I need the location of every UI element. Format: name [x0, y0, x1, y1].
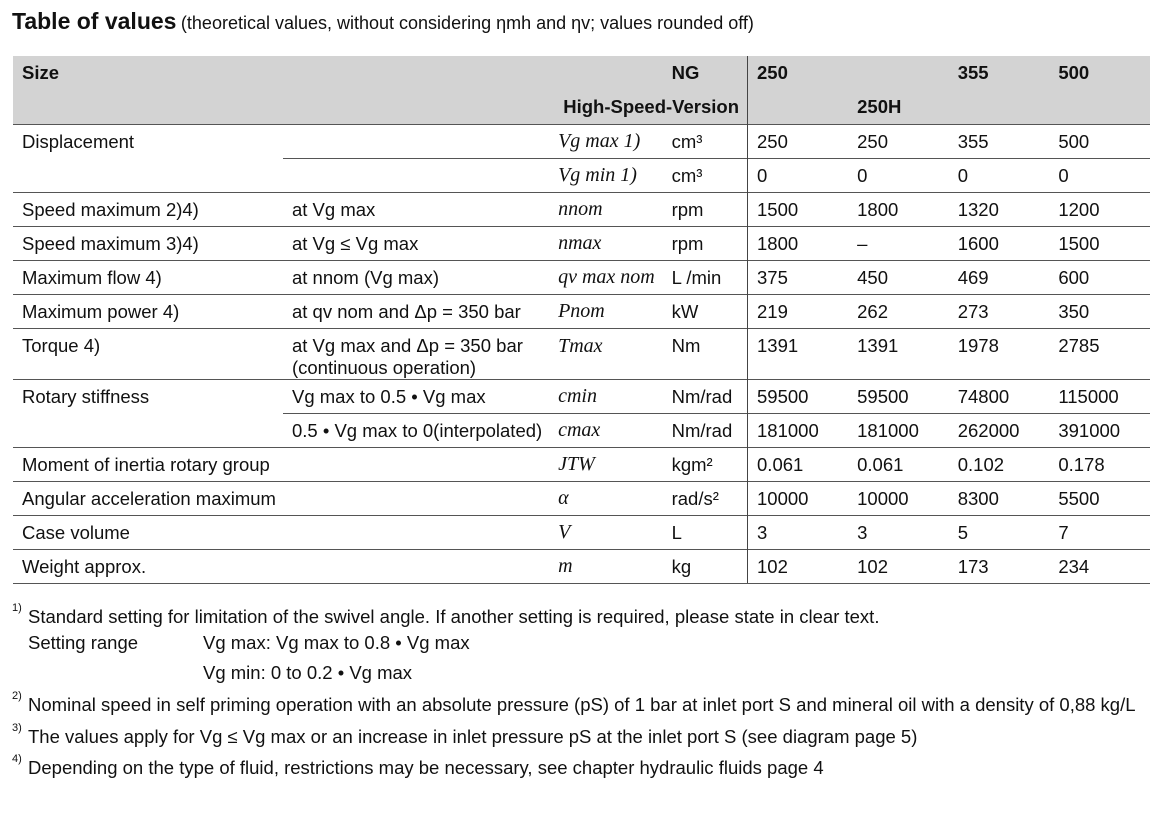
header-size-250: 250 [748, 56, 849, 90]
footnote-4-mark: 4) [12, 753, 22, 766]
row-value: 469 [949, 261, 1050, 295]
row-name: Moment of inertia rotary group [13, 448, 283, 482]
row-value: 5 [949, 516, 1050, 550]
row-symbol: cmax [549, 414, 663, 448]
row-value: 1978 [949, 329, 1050, 380]
footnote-1-text: Standard setting for limitation of the swivel angle. If another setting is required, please state in clear text. [28, 606, 880, 627]
footnote-3-text: The values apply for Vg ≤ Vg max or an increase in inlet pressure pS at the inlet port S (see diagram page 5) [28, 725, 918, 747]
row-unit: kgm² [663, 448, 748, 482]
row-symbol: qv max nom [549, 261, 663, 295]
row-value: 1200 [1049, 193, 1150, 227]
table-row [13, 550, 1150, 584]
row-unit: L /min [663, 261, 748, 295]
row-value: 600 [1049, 261, 1150, 295]
row-value: 273 [949, 295, 1050, 329]
row-value: 1500 [748, 193, 849, 227]
row-name: Angular acceleration maximum [13, 482, 283, 516]
footnote-4 [12, 755, 1152, 781]
table-row [13, 482, 1150, 516]
header-size-355: 355 [949, 56, 1050, 90]
page-title [12, 8, 754, 35]
row-value: 391000 [1049, 414, 1150, 448]
row-value: – [848, 227, 949, 261]
row-value: 1800 [848, 193, 949, 227]
row-value: 234 [1049, 550, 1150, 584]
row-value: 250 [848, 125, 949, 159]
table-row [13, 329, 1150, 380]
row-unit: rpm [663, 227, 748, 261]
row-name: Speed maximum 2)4) [13, 193, 283, 227]
row-value: 0 [748, 159, 849, 193]
row-value: 0 [949, 159, 1050, 193]
row-symbol: m [549, 550, 663, 584]
row-unit: rad/s² [663, 482, 748, 516]
table-row [13, 295, 1150, 329]
row-value: 59500 [848, 380, 949, 414]
row-value: 355 [949, 125, 1050, 159]
row-condition [283, 159, 549, 193]
row-name: Displacement [13, 125, 283, 159]
row-value: 219 [748, 295, 849, 329]
row-symbol: nmax [549, 227, 663, 261]
row-value: 0.061 [748, 448, 849, 482]
row-value: 262000 [949, 414, 1050, 448]
footnote-1-mark: 1) [12, 602, 22, 614]
row-value: 1500 [1049, 227, 1150, 261]
row-value: 59500 [748, 380, 849, 414]
row-condition: Vg max to 0.5 • Vg max [283, 380, 549, 414]
row-symbol: Vg min 1) [549, 159, 663, 193]
row-name: Maximum flow 4) [13, 261, 283, 295]
table-row [13, 261, 1150, 295]
row-unit: Nm [663, 329, 748, 380]
row-value: 0 [1049, 159, 1150, 193]
footnote-3-mark: 3) [12, 721, 22, 734]
row-value: 0.102 [949, 448, 1050, 482]
header-row-size [13, 56, 1150, 90]
table-row [13, 380, 1150, 414]
row-name: Rotary stiffness [13, 380, 283, 414]
footnotes [12, 604, 1152, 781]
footnote-2-text: Nominal speed in self priming operation with an absolute pressure (pS) of 1 bar at inlet port S and mineral oil with a density of 0,88 kg/L [28, 693, 1136, 715]
row-condition: at Vg max [283, 193, 549, 227]
row-symbol: cmin [549, 380, 663, 414]
row-value: 8300 [949, 482, 1050, 516]
row-symbol: Tmax [549, 329, 663, 380]
row-symbol: nnom [549, 193, 663, 227]
row-name: Maximum power 4) [13, 295, 283, 329]
setting-range-min [12, 656, 1152, 686]
setting-range-label: Setting range [28, 631, 139, 653]
row-condition [283, 125, 549, 159]
header-size-label: Size [13, 56, 283, 90]
header-size-250h-blank [848, 56, 949, 90]
row-condition [283, 516, 549, 550]
row-unit: kW [663, 295, 748, 329]
row-name: Speed maximum 3)4) [13, 227, 283, 261]
row-unit: L [663, 516, 748, 550]
row-value: 375 [748, 261, 849, 295]
row-value: 115000 [1049, 380, 1150, 414]
row-symbol: Vg max 1) [549, 125, 663, 159]
row-name: Case volume [13, 516, 283, 550]
row-value: 1391 [748, 329, 849, 380]
row-value: 173 [949, 550, 1050, 584]
row-value: 0 [848, 159, 949, 193]
row-value: 1391 [848, 329, 949, 380]
row-value: 1320 [949, 193, 1050, 227]
table-row [13, 227, 1150, 261]
header-row-hs [13, 90, 1150, 125]
footnote-2 [12, 689, 1152, 718]
setting-range-min-text: Vg min: 0 to 0.2 • Vg max [203, 661, 413, 683]
row-value: 5500 [1049, 482, 1150, 516]
footnote-2-mark: 2) [12, 689, 22, 702]
row-condition: at Vg max and Δp = 350 bar (continuous operation) [283, 329, 549, 380]
row-value: 262 [848, 295, 949, 329]
setting-range-max-text: Vg max: Vg max to 0.8 • Vg max [203, 631, 470, 653]
row-condition [283, 448, 549, 482]
title-subtitle: (theoretical values, without considering ηmh and ηv; values rounded off) [180, 13, 754, 33]
row-symbol: JTW [549, 448, 663, 482]
header-hs-size: 250H [848, 90, 949, 125]
row-unit: kg [663, 550, 748, 584]
row-value: 102 [748, 550, 849, 584]
row-symbol: V [549, 516, 663, 550]
footnote-3 [12, 721, 1152, 750]
row-value: 181000 [748, 414, 849, 448]
row-unit: cm³ [663, 125, 748, 159]
row-condition [283, 482, 549, 516]
table-row [13, 159, 1150, 193]
footnote-1 [12, 604, 1152, 630]
row-value: 74800 [949, 380, 1050, 414]
row-value: 3 [748, 516, 849, 550]
row-condition: at qv nom and Δp = 350 bar [283, 295, 549, 329]
row-value: 10000 [848, 482, 949, 516]
row-value: 350 [1049, 295, 1150, 329]
row-value: 0.178 [1049, 448, 1150, 482]
row-unit: rpm [663, 193, 748, 227]
header-size-500: 500 [1049, 56, 1150, 90]
row-value: 450 [848, 261, 949, 295]
row-value: 181000 [848, 414, 949, 448]
row-symbol: Pnom [549, 295, 663, 329]
values-table [13, 56, 1150, 584]
row-condition [283, 550, 549, 584]
row-symbol: α [549, 482, 663, 516]
row-unit: cm³ [663, 159, 748, 193]
row-value: 2785 [1049, 329, 1150, 380]
row-value: 500 [1049, 125, 1150, 159]
row-name: Torque 4) [13, 329, 283, 380]
table-row [13, 448, 1150, 482]
table-row [13, 125, 1150, 159]
header-hs-label: High-Speed-Version [549, 90, 747, 125]
row-value: 7 [1049, 516, 1150, 550]
row-value: 10000 [748, 482, 849, 516]
row-name [13, 414, 283, 448]
table-row [13, 414, 1150, 448]
row-name: Weight approx. [13, 550, 283, 584]
row-unit: Nm/rad [663, 380, 748, 414]
table-row [13, 193, 1150, 227]
row-value: 1800 [748, 227, 849, 261]
row-value: 102 [848, 550, 949, 584]
row-value: 250 [748, 125, 849, 159]
row-condition: at nnom (Vg max) [283, 261, 549, 295]
row-name [13, 159, 283, 193]
row-value: 0.061 [848, 448, 949, 482]
row-value: 3 [848, 516, 949, 550]
row-condition: 0.5 • Vg max to 0(interpolated) [283, 414, 549, 448]
row-condition: at Vg ≤ Vg max [283, 227, 549, 261]
row-value: 1600 [949, 227, 1050, 261]
row-unit: Nm/rad [663, 414, 748, 448]
title-main: Table of values [12, 8, 177, 34]
header-ng-label: NG [663, 56, 748, 90]
footnote-4-text: Depending on the type of fluid, restrictions may be necessary, see chapter hydraulic fluids page 4 [28, 757, 824, 779]
setting-range-max [12, 630, 1152, 656]
table-row [13, 516, 1150, 550]
